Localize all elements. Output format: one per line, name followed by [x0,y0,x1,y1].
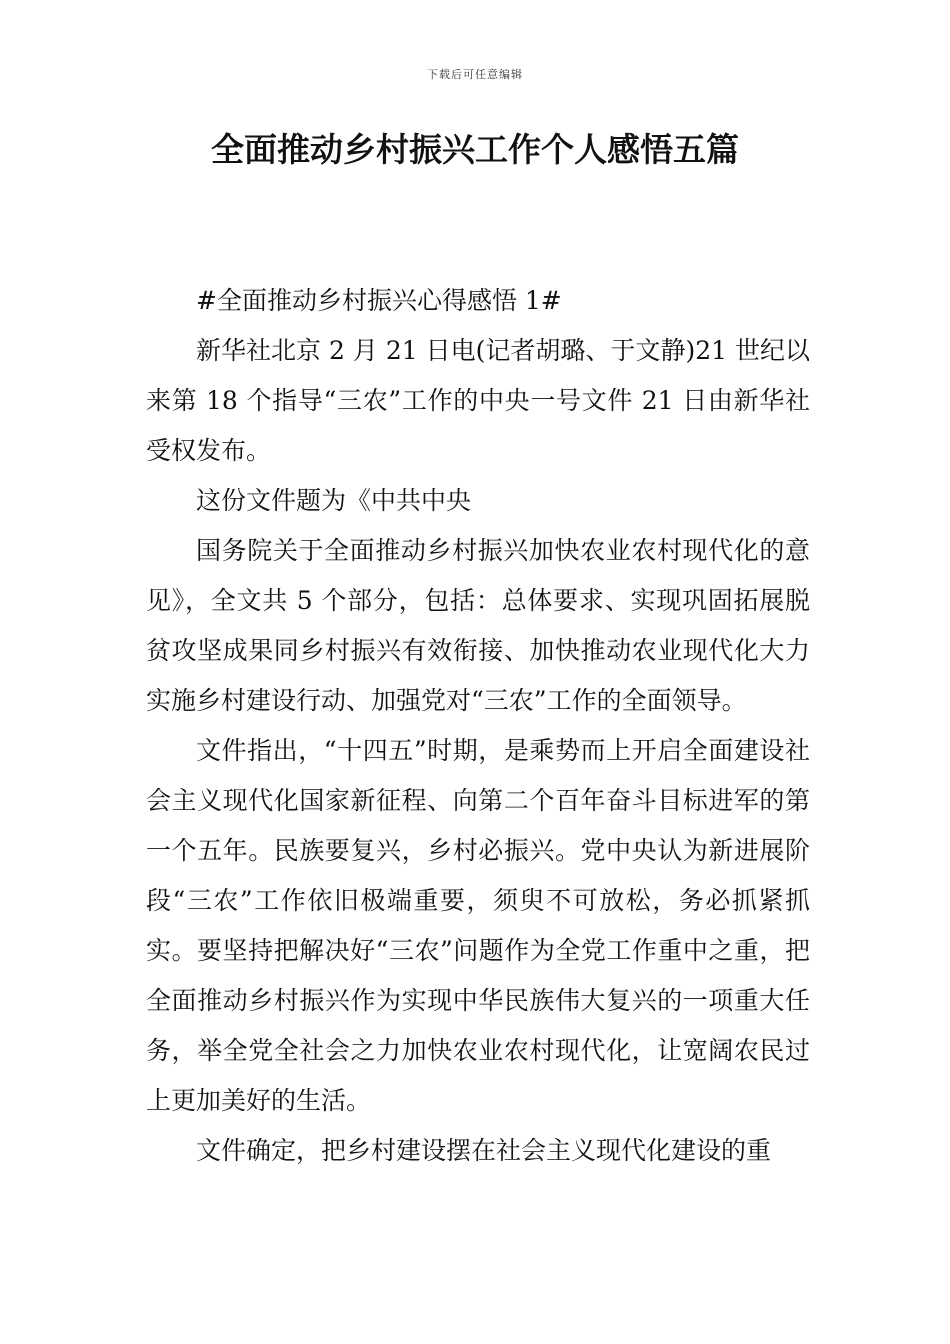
document-body [146,276,810,1176]
header-note: 下载后可任意编辑 [427,68,523,81]
body-paragraph: 文件指出，“十四五”时期，是乘势而上开启全面建设社会主义现代化国家新征程、向第二个百年奋斗目标进军的第一个五年。民族要复兴，乡村必振兴。党中央认为新进展阶段“三农”工作依旧极端重要，须臾不可放松，务必抓紧抓实。要坚持把解决好“三农”问题作为全党工作重中之重，把全面推动乡村振兴作为实现中华民族伟大复兴的一项重大任务，举全党全社会之力加快农业农村现代化，让宽阔农民过上更加美好的生活。 [146,736,810,1115]
body-paragraph: 国务院关于全面推动乡村振兴加快农业农村现代化的意见》，全文共 5 个部分，包括：总体要求、实现巩固拓展脱贫攻坚成果同乡村振兴有效衔接、加快推动农业现代化大力实施乡村建设行动、加强党对“三农”工作的全面领导。 [146,536,810,715]
body-paragraph: 文件确定，把乡村建设摆在社会主义现代化建设的重 [196,1136,772,1165]
body-paragraph: 这份文件题为《中共中央 [196,486,472,515]
body-paragraph: 新华社北京 2 月 21 日电(记者胡璐、于文静)21 世纪以来第 18 个指导“三农”工作的中央一号文件 21 日由新华社受权发布。 [146,336,810,465]
document-title: 全面推动乡村振兴工作个人感悟五篇 [211,130,739,169]
section-heading: #全面推动乡村振兴心得感悟 1# [196,286,562,315]
